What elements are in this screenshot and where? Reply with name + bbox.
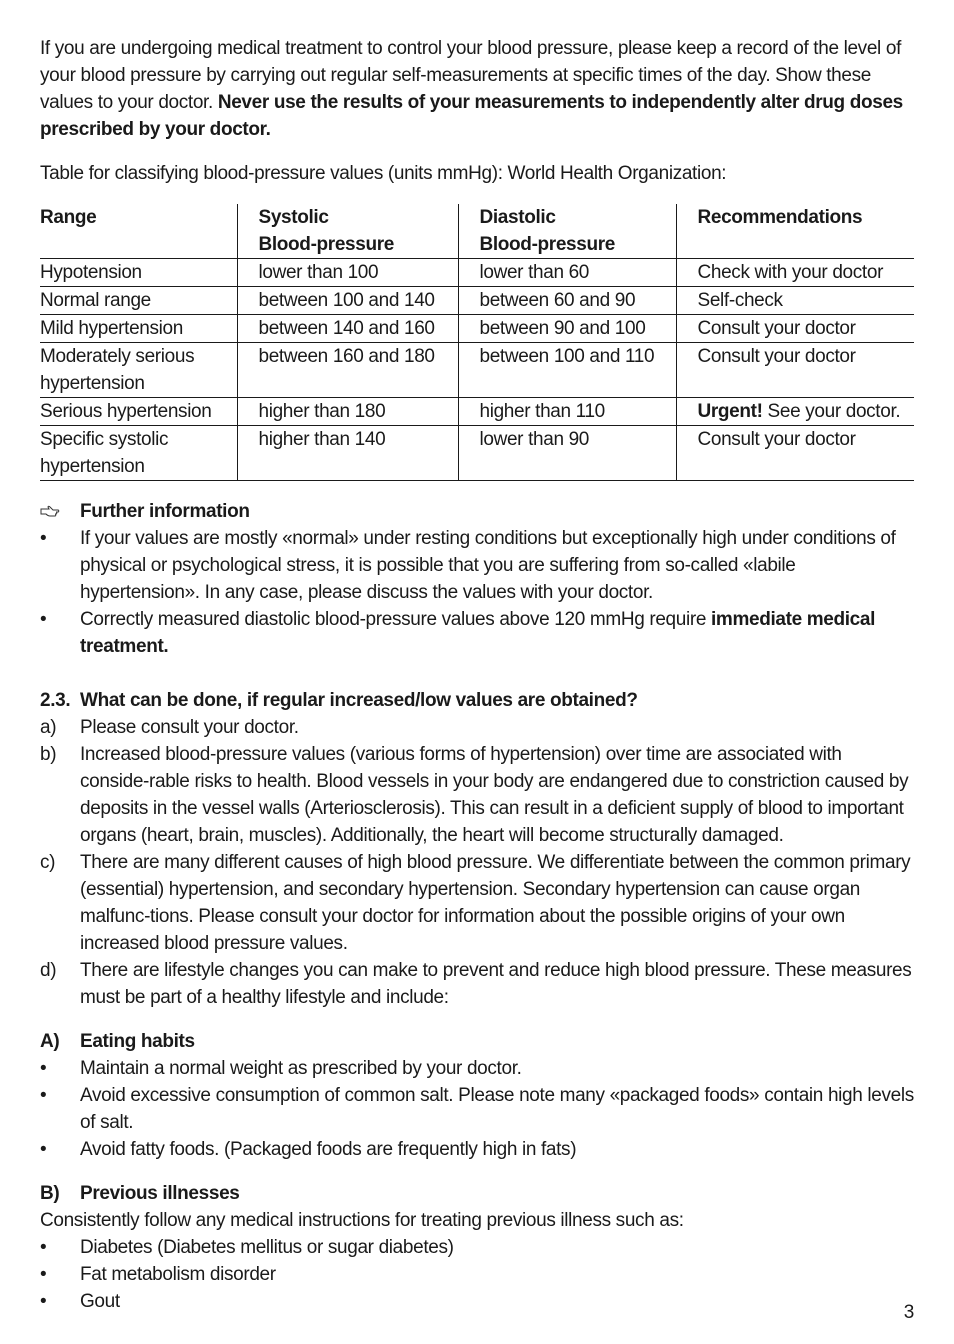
item-label: b) (40, 744, 57, 765)
further-information (40, 498, 914, 660)
cell-diastolic: lower than 60 (458, 259, 676, 287)
list-item-bold: immediate medical treatment. (80, 609, 876, 657)
list-item (40, 606, 914, 660)
cell-systolic: higher than 140 (237, 426, 458, 481)
section-title: What can be done, if regular increased/low values are obtained? (80, 690, 638, 711)
further-heading: Further information (80, 501, 250, 522)
list-item (40, 1288, 914, 1315)
list-item-text: Avoid excessive consumption of common salt. Please note many «packaged foods» contain high levels of salt. (80, 1085, 914, 1133)
cell-diastolic: higher than 110 (458, 398, 676, 426)
table-row (40, 315, 914, 343)
cell-diastolic: between 100 and 110 (458, 343, 676, 398)
list-item (40, 849, 914, 957)
section-heading (40, 1180, 914, 1207)
cell-range: Specific systolic hypertension (40, 429, 169, 477)
recommendation-text: See your doctor. (767, 401, 901, 422)
intro-text: If you are undergoing medical treatment to control your blood pressure, please keep a record of the level of your blood pressure by carrying out regular self-measurements at specific times of the day. Show these values to your doctor. (40, 38, 901, 113)
cell-recommendation: Consult your doctor (676, 343, 914, 398)
list-item (40, 525, 914, 606)
header-diastolic: Diastolic Blood-pressure (458, 204, 676, 259)
cell-diastolic: lower than 90 (458, 426, 676, 481)
cell-recommendation (676, 398, 914, 426)
cell-systolic: higher than 180 (237, 398, 458, 426)
page-content (40, 35, 914, 1315)
table-row (40, 259, 914, 287)
list-item-text: Gout (80, 1291, 120, 1312)
cell-recommendation: Consult your doctor (676, 426, 914, 481)
header-systolic: Systolic Blood-pressure (237, 204, 458, 259)
section-title: Previous illnesses (80, 1183, 240, 1204)
section-heading (40, 1028, 914, 1055)
section-heading (40, 687, 914, 714)
cell-range: Normal range (40, 290, 151, 311)
bullet: • (40, 1237, 47, 1258)
cell-diastolic: between 90 and 100 (458, 315, 676, 343)
urgent-label: Urgent! (697, 401, 763, 422)
table-row (40, 398, 914, 426)
page-number: 3 (903, 1302, 914, 1323)
table-header-row (40, 204, 914, 259)
item-label: a) (40, 717, 57, 738)
list-item (40, 1261, 914, 1288)
header-range: Range (40, 207, 97, 228)
bullet: • (40, 1264, 47, 1285)
list-item-text: Avoid fatty foods. (Packaged foods are frequently high in fats) (80, 1139, 577, 1160)
list-item (40, 1082, 914, 1136)
list-item-text (80, 606, 914, 660)
item-text: Increased blood-pressure values (various forms of hypertension) over time are associated with conside-rable risks to health. Blood vessels in your body are endangered due to constriction caused by deposits in the vessel walls (Arteriosclerosis). This can result in a deficient supply of blood to important organs (heart, brain, muscles). Additionally, the heart will become structurally damaged. (80, 744, 909, 846)
table-row (40, 287, 914, 315)
section-eating-habits (40, 1028, 914, 1163)
list-item-text: Maintain a normal weight as prescribed by your doctor. (80, 1058, 522, 1079)
bullet: • (40, 1291, 47, 1312)
item-text: Please consult your doctor. (80, 717, 299, 738)
section-label: A) (40, 1031, 60, 1052)
list-item (40, 741, 914, 849)
list-item-text: Diabetes (Diabetes mellitus or sugar diabetes) (80, 1237, 454, 1258)
list-item (40, 714, 914, 741)
blood-pressure-table (40, 204, 914, 481)
bullet: • (40, 1058, 47, 1079)
item-label: d) (40, 960, 57, 981)
section-intro: Consistently follow any medical instructions for treating previous illness such as: (40, 1210, 684, 1231)
list-item (40, 1234, 914, 1261)
header-recommendations: Recommendations (676, 204, 914, 259)
cell-systolic: between 140 and 160 (237, 315, 458, 343)
section-2-3 (40, 687, 914, 1011)
cell-diastolic: between 60 and 90 (458, 287, 676, 315)
cell-recommendation: Self-check (676, 287, 914, 315)
cell-systolic: between 100 and 140 (237, 287, 458, 315)
list-item-text: If your values are mostly «normal» under resting conditions but exceptionally high under conditions of physical or psychological stress, it is possible that you are suffering from so-called «labile hypertension». In any case, please discuss the values with your doctor. (80, 528, 896, 603)
section-title: Eating habits (80, 1031, 195, 1052)
bullet: • (40, 609, 47, 630)
pointing-hand-icon (40, 498, 80, 525)
cell-range: Hypotension (40, 262, 142, 283)
further-heading-row (40, 498, 914, 525)
cell-recommendation: Check with your doctor (676, 259, 914, 287)
item-label: c) (40, 852, 56, 873)
bullet: • (40, 528, 47, 549)
intro-paragraph (40, 35, 914, 143)
section-previous-illnesses (40, 1180, 914, 1315)
item-text: There are lifestyle changes you can make to prevent and reduce high blood pressure. These measures must be part of a healthy lifestyle and include: (80, 960, 912, 1008)
bullet: • (40, 1085, 47, 1106)
item-text: There are many different causes of high blood pressure. We differentiate between the common primary (essential) hypertension, and secondary hypertension. Secondary hypertension can cause organ malfunc-tions. Please consult your doctor for information about the possible origins of your own increased blood pressure values. (80, 852, 911, 954)
cell-recommendation: Consult your doctor (676, 315, 914, 343)
table-caption: Table for classifying blood-pressure values (units mmHg): World Health Organization: (40, 163, 727, 184)
list-item-plain: Correctly measured diastolic blood-pressure values above 120 mmHg require (80, 609, 711, 630)
table-row (40, 343, 914, 398)
list-item (40, 1055, 914, 1082)
cell-systolic: between 160 and 180 (237, 343, 458, 398)
cell-systolic: lower than 100 (237, 259, 458, 287)
list-item (40, 1136, 914, 1163)
section-number: 2.3. (40, 690, 71, 711)
intro-warning: Never use the results of your measurements to independently alter drug doses prescribed by your doctor. (40, 92, 903, 140)
table-row (40, 426, 914, 481)
cell-range: Mild hypertension (40, 318, 183, 339)
section-label: B) (40, 1183, 60, 1204)
cell-range: Moderately serious hypertension (40, 346, 195, 394)
cell-range: Serious hypertension (40, 401, 212, 422)
list-item-text: Fat metabolism disorder (80, 1264, 276, 1285)
bullet: • (40, 1139, 47, 1160)
list-item (40, 957, 914, 1011)
